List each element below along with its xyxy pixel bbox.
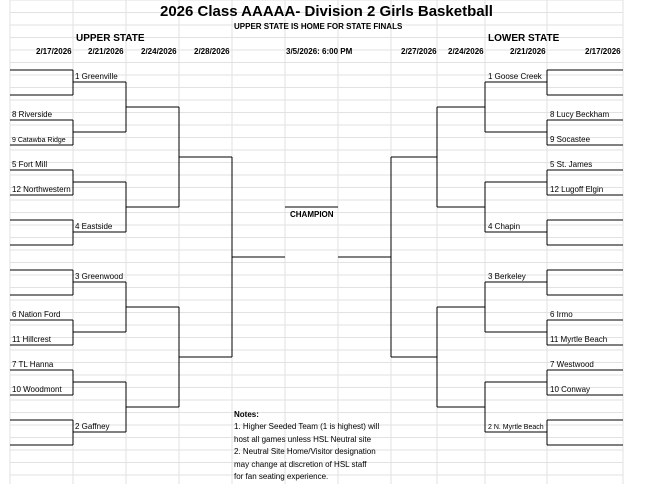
team-upper-gaffney: 2 Gaffney xyxy=(75,422,110,431)
note-line: for fan seating experience. xyxy=(234,472,329,481)
team-upper-catawba-ridge: 9 Catawba Ridge xyxy=(12,137,66,144)
team-lower-lugoff-elgin: 12 Lugoff Elgin xyxy=(550,185,604,194)
lower-state-label: LOWER STATE xyxy=(488,33,560,44)
team-upper-fort-mill: 5 Fort Mill xyxy=(12,160,48,169)
team-lower-n-myrtle-beach: 2 N. Myrtle Beach xyxy=(488,424,544,431)
team-upper-greenwood: 3 Greenwood xyxy=(75,272,124,281)
date-right-r2: 2/21/2026 xyxy=(510,47,546,56)
subtitle: UPPER STATE IS HOME FOR STATE FINALS xyxy=(234,22,403,31)
team-lower-conway: 10 Conway xyxy=(550,385,591,394)
team-upper-nation-ford: 6 Nation Ford xyxy=(12,310,61,319)
upper-state-label: UPPER STATE xyxy=(76,33,145,44)
team-lower-goose-creek: 1 Goose Creek xyxy=(488,72,542,81)
team-lower-berkeley: 3 Berkeley xyxy=(488,272,526,281)
team-upper-eastside: 4 Eastside xyxy=(75,222,113,231)
team-upper-greenville: 1 Greenville xyxy=(75,72,118,81)
champion-label: CHAMPION xyxy=(290,210,334,219)
team-upper-woodmont: 10 Woodmont xyxy=(12,385,62,394)
date-final: 3/5/2026: 6:00 PM xyxy=(286,47,353,56)
team-upper-tl-hanna: 7 TL Hanna xyxy=(12,360,54,369)
page-title: 2026 Class AAAAA- Division 2 Girls Basketball xyxy=(160,3,493,20)
team-upper-hillcrest: 11 Hillcrest xyxy=(12,335,51,344)
date-left-r2: 2/21/2026 xyxy=(88,47,124,56)
date-right-r4: 2/27/2026 xyxy=(401,47,437,56)
team-upper-northwestern: 12 Northwestern xyxy=(12,185,71,194)
note-line: host all games unless HSL Neutral site xyxy=(234,435,372,444)
note-line: may change at discretion of HSL staff xyxy=(234,460,367,469)
date-left-r3: 2/24/2026 xyxy=(141,47,177,56)
team-lower-myrtle-beach: 11 Myrtle Beach xyxy=(550,335,608,344)
team-lower-chapin: 4 Chapin xyxy=(488,222,521,231)
note-line: 2. Neutral Site Home/Visitor designation xyxy=(234,447,376,456)
date-right-r3: 2/24/2026 xyxy=(448,47,484,56)
team-lower-socastee: 9 Socastee xyxy=(550,135,591,144)
team-upper-riverside: 8 Riverside xyxy=(12,110,53,119)
date-left-r1: 2/17/2026 xyxy=(36,47,72,56)
team-lower-st-james: 5 St. James xyxy=(550,160,593,169)
bracket-lines xyxy=(10,70,623,445)
date-left-r4: 2/28/2026 xyxy=(194,47,230,56)
team-lower-lucy-beckham: 8 Lucy Beckham xyxy=(550,110,610,119)
notes-heading: Notes: xyxy=(234,410,259,419)
note-line: 1. Higher Seeded Team (1 is highest) will xyxy=(234,422,380,431)
team-lower-irmo: 6 Irmo xyxy=(550,310,573,319)
team-lower-westwood: 7 Westwood xyxy=(550,360,594,369)
date-right-r1: 2/17/2026 xyxy=(585,47,621,56)
